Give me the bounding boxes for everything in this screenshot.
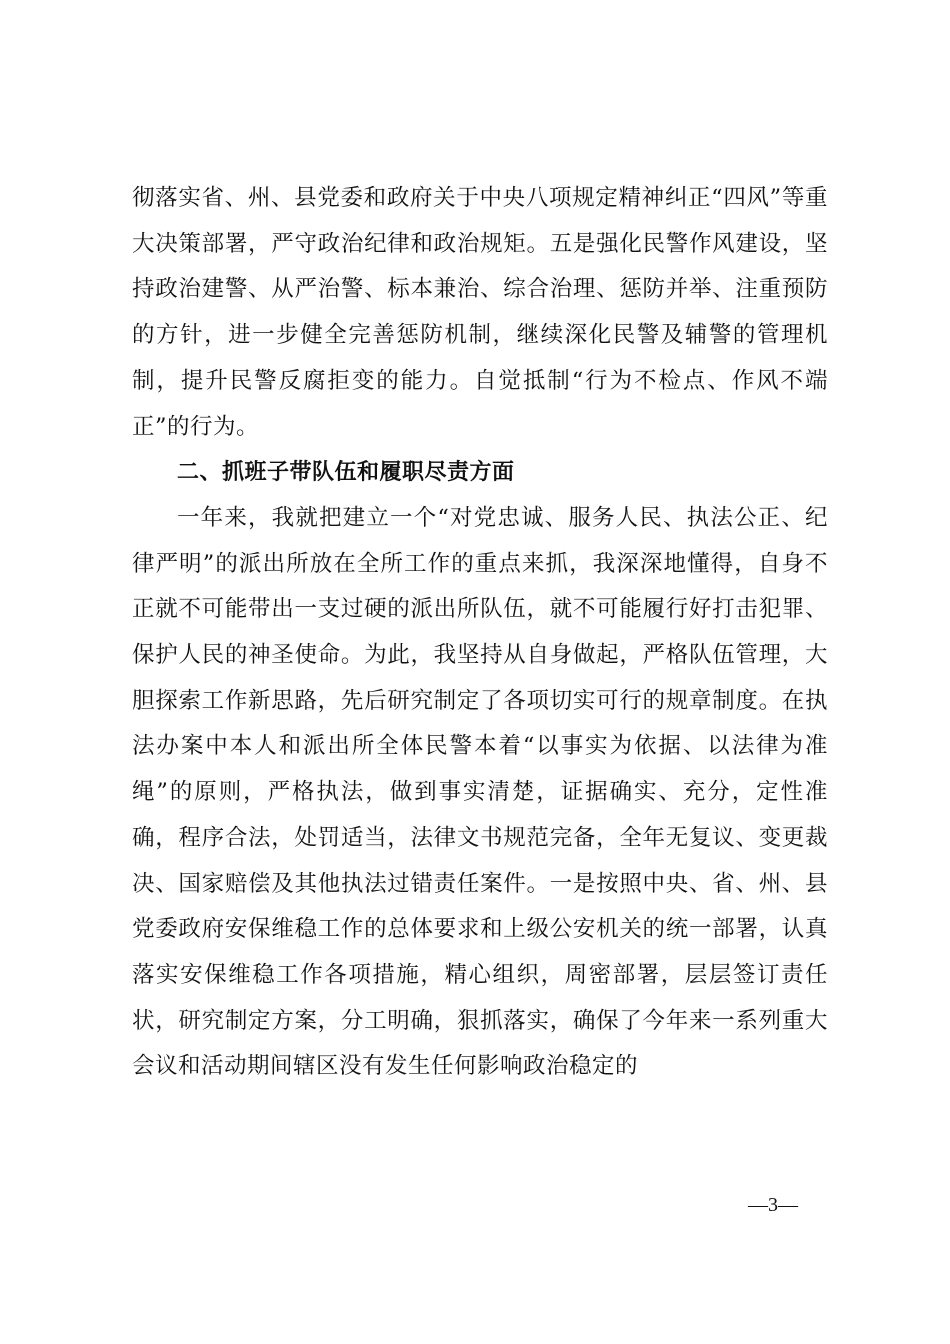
section-heading: 二、抓班子带队伍和履职尽责方面 [177,460,515,486]
page-number: —3— [748,1194,798,1216]
body-paragraph: 一年来，我就把建立一个“对党忠诚、服务人民、执法公正、纪律严明”的派出所放在全所工作的重点来抓，我深深地懂得，自身不正就不可能带出一支过硬的派出所队伍，就不可能履行好打击犯罪、保护人民的神圣使命。为此，我坚持从自身做起，严格队伍管理，大胆探索工作新思路，先后研究制定了各项切实可行的规章制度。在执法办案中本人和派出所全体民警本着“以事实为依据、以法律为准绳”的原则，严格执法，做到事实清楚，证据确实、充分，定性准确，程序合法，处罚适当，法律文书规范完备，全年无复议、变更裁决、国家赔偿及其他执法过错责任案件。一是按照中央、省、州、县党委政府安保维稳工作的总体要求和上级公安机关的统一部署，认真落实安保维稳工作各项措施，精心组织，周密部署，层层签订责任状，研究制定方案，分工明确，狠抓落实，确保了今年来一系列重大会议和活动期间辖区没有发生任何影响政治稳定的 [132,504,828,1080]
document-body [132,176,828,1090]
body-paragraph-continuation: 彻落实省、州、县党委和政府关于中央八项规定精神纠正“四风”等重大决策部署，严守政治纪律和政治规矩。五是强化民警作风建设，坚持政治建警、从严治警、标本兼治、综合治理、惩防并举、注重预防的方针，进一步健全完善惩防机制，继续深化民警及辅警的管理机制，提升民警反腐拒变的能力。自觉抵制“行为不检点、作风不端正”的行为。 [132,185,828,440]
